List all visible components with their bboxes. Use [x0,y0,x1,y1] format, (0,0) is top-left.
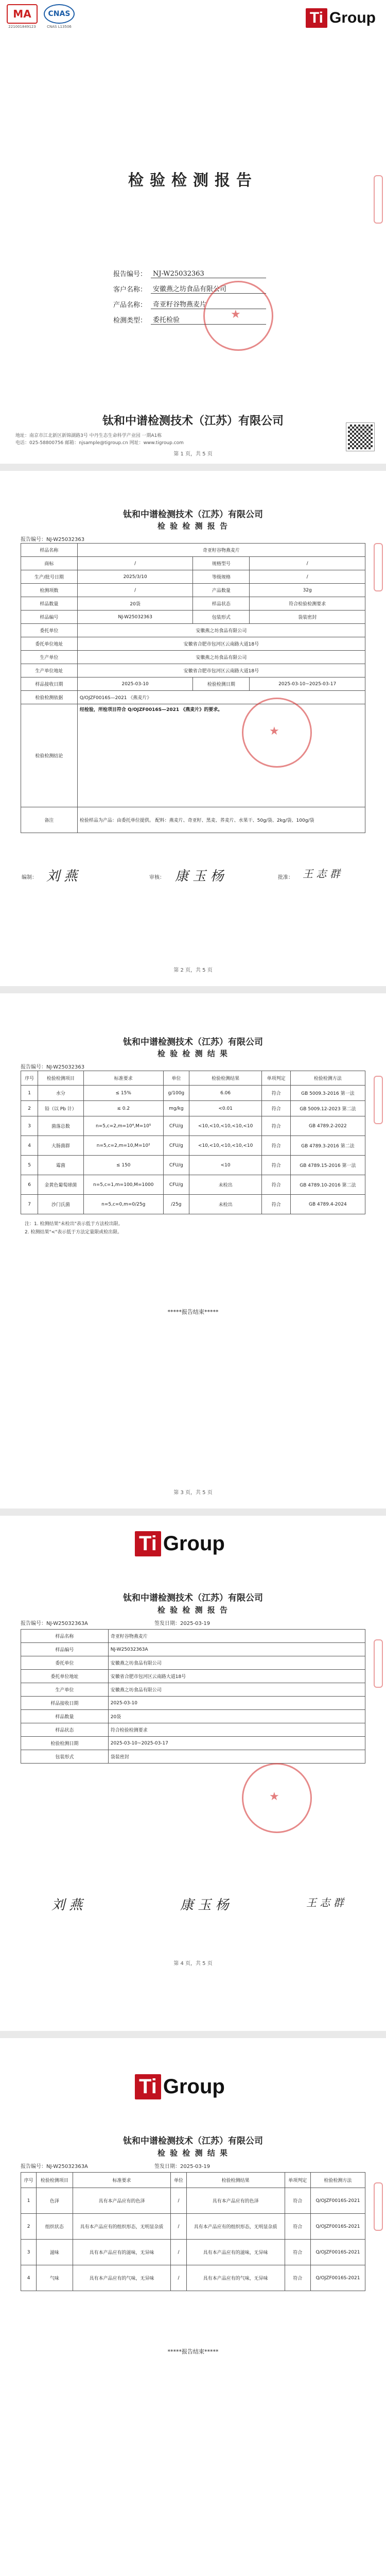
report-title: 检验检测报告 [128,172,258,190]
page-title: 检 验 检 测 报 告 [157,1605,229,1615]
table-row: 样品接收日期 2025-03-10 检验检测日期 2025-03-10~2025-03-17 [21,677,365,691]
remark-row [21,807,365,833]
table-header: 序号 检验检测项目 标准要求 单位 检验检测结果 单项判定 检验检测方法 [21,2173,365,2188]
table-row: 7 沙门氏菌 n=5,c=0,m=0/25g /25g 未检出 符合 GB 4789.4-2024 [21,1195,365,1214]
table-row: 1 色泽 具有本产品应有的色泽 / 具有本产品应有的色泽 符合 Q/OJZF0016S-2021 [21,2188,365,2214]
page-break [0,2031,386,2038]
cnas-id: CNAS L13506 [47,25,72,29]
page-break [0,464,386,471]
table-row: 样品名称 奇亚籽谷物燕麦片 [21,1630,365,1643]
sig-label-reviewed: 审核： [149,875,165,880]
side-seal [374,175,383,224]
company-seal: ★ [242,1763,312,1833]
conclusion-row [21,704,365,807]
table-header: 序号 检验检测项目 标准要求 单位 检验检测结果 单项判定 检验检测方法 [21,1071,365,1086]
cover-page [0,0,386,464]
table-row: 包装形式 袋装密封 [21,1750,365,1764]
page-company: 钛和中谱检测技术（江苏）有限公司 [123,1593,263,1603]
table-row: 生产单位 安徽燕之坊食品有限公司 [21,651,365,664]
info-row-report-no: 报告编号： NJ-W25032363 [90,263,266,278]
info-row-client: 客户名称： 安徽燕之坊食品有限公司 [90,278,266,294]
sensory-results-table [21,2172,365,2291]
table-row: 生产单位地址 安徽省合肥市包河区云南路大道18号 [21,664,365,677]
report-no: 报告编号：NJ-W25032363 [21,1064,85,1070]
page-company: 钛和中谱检测技术（江苏）有限公司 [123,1037,263,1047]
side-seal [374,2182,383,2231]
tigroup-logo: Ti Group [135,2074,225,2099]
table-row: 检验检测依据 Q/OJZF0016S—2021 《燕麦片》 [21,691,365,704]
conclusion-text: 经检验，所检项目符合 Q/OJZF0016S—2021 《燕麦片》的要求。 [77,704,365,807]
page-number: 第 2 页，共 5 页 [173,968,213,973]
report-page-4 [0,1516,386,2031]
issue-date: 签发日期：2025-03-19 [154,1621,210,1626]
table-row: 委托单位 安徽燕之坊食品有限公司 [21,624,365,637]
results-table [21,1071,365,1214]
table-row: 检测项数 / 产品数量 32g [21,584,365,597]
table-row: 3 菌落总数 n=5,c=2,m=10⁴,M=10⁵ CFU/g <10,<10,<10,<10,<10 符合 GB 4789.2-2022 [21,1116,365,1136]
table-row: 4 大肠菌群 n=5,c=2,m=10,M=10² CFU/g <10,<10,<10,<10,<10 符合 GB 4789.3-2016 第二法 [21,1136,365,1156]
remark-label: 备注 [21,807,78,833]
table-row: 生产/批号日期 2025/3/10 等级规格 / [21,570,365,584]
cert-logos [6,4,75,29]
page-company: 钛和中谱检测技术（江苏）有限公司 [123,510,263,520]
table-row: 5 霉菌 ≤ 150 CFU/g <10 符合 GB 4789.15-2016 第一法 [21,1156,365,1175]
sig-label-prepared: 编制： [22,875,37,880]
info-row-product: 产品名称： 奇亚籽谷物燕麦片 [90,294,266,309]
page-title: 检 验 检 测 结 果 [157,2148,229,2158]
company-address: 地址：南京市江北新区新锦湖路3号 中丹生态生命科学产业园 一期A1栋 [15,433,162,438]
report-end: *****报告结束***** [167,1309,219,1315]
table-row: 生产单位 安徽燕之坊食品有限公司 [21,1683,365,1697]
company-contact: 电话：025-58800756 邮箱：njsample@tigroup.cn 网址：www.tigroup.com [15,440,184,446]
company-name: 钛和中谱检测技术（江苏）有限公司 [102,415,284,428]
note-1: 注：1. 检测结果"未检出"表示低于方法检出限。 [25,1222,123,1227]
table-row: 样品名称 奇亚籽谷物燕麦片 [21,544,365,557]
page-break [0,1509,386,1516]
cnas-cert [43,4,75,29]
table-row: 3 滋味 具有本产品应有的滋味，无异味 / 具有本产品应有的滋味，无异味 符合 Q/OJZF0016S-2021 [21,2240,365,2265]
report-no: 报告编号：NJ-W25032363A [21,2164,88,2170]
page-number: 第 1 页，共 5 页 [173,451,213,457]
signature-reviewed: 康 玉 杨 [180,1897,229,1913]
table-row: 6 金黄色葡萄球菌 n=5,c=1,m=100,M=1000 CFU/g 未检出 符合 GB 4789.10-2016 第二法 [21,1175,365,1195]
table-row: 2 铅（以 Pb 计） ≤ 0.2 mg/kg <0.01 符合 GB 5009.12-2023 第二法 [21,1101,365,1116]
table-row: 委托单位地址 安徽省合肥市包河区云南路大道18号 [21,637,365,651]
report-end: *****报告结束***** [167,2348,219,2355]
note-2: 2. 检测结果"<"表示低于方法定量限或检出限。 [25,1230,122,1235]
table-row: 2 组织状态 具有本产品应有的组织形态，无明显杂质 / 具有本产品应有的组织形态，无明显杂质 符合 Q/OJZF0016S-2021 [21,2214,365,2240]
report-no: 报告编号：NJ-W25032363 [21,537,85,543]
company-seal: ★ [203,281,273,351]
cma-mark: MA [7,4,38,24]
signature-approved: 王 志 群 [303,868,340,880]
page-title: 检 验 检 测 结 果 [157,1049,229,1058]
report-page-5 [0,2038,386,2576]
table-row: 样品数量 20袋 [21,1710,365,1723]
table-row: 委托单位 安徽燕之坊食品有限公司 [21,1656,365,1670]
side-seal [374,543,383,591]
report-page-3 [0,993,386,1509]
conclusion-label: 检验检测结论 [21,704,78,807]
table-row: 样品编号 NJ-W25032363A [21,1643,365,1656]
cnas-mark: CNAS [44,4,75,24]
side-seal [374,1639,383,1688]
qr-code [346,422,375,451]
table-row: 商标 / 规格型号 / [21,557,365,570]
signature-reviewed: 康 玉 杨 [175,869,224,884]
side-seal [374,1076,383,1124]
info-row-test-type: 检测类型： 委托检验 [90,309,266,325]
signature-prepared: 刘 燕 [51,1897,83,1913]
tigroup-logo: Ti Group [306,8,376,28]
report-page-2 [0,471,386,986]
page-break [0,986,386,993]
sig-label-approved: 批准： [278,875,293,880]
table-row: 委托单位地址 安徽省合肥市包河区云南路大道18号 [21,1670,365,1683]
table-row: 1 水分 ≤ 15% g/100g 6.06 符合 GB 5009.3-2016 第一法 [21,1086,365,1101]
tigroup-logo: Ti Group [135,1531,225,1556]
report-no: 报告编号：NJ-W25032363A [21,1621,88,1626]
page-title: 检 验 检 测 报 告 [157,521,229,531]
signature-prepared: 刘 燕 [46,869,78,884]
issue-date: 签发日期：2025-03-19 [154,2164,210,2170]
table-row: 样品编号 NJ-W25032363 包装形式 袋装密封 [21,611,365,624]
page-number: 第 3 页，共 5 页 [173,1490,213,1496]
signature-approved: 王 志 群 [306,1896,344,1909]
remark-text: 检验样品为产品：由委托单位提供。 配料：燕麦片、奇亚籽、黑麦、荞麦片、水果干、50g/袋、2kg/袋、100g/袋 [77,807,365,833]
table-row: 样品数量 20袋 样品状态 符合检验检测要求 [21,597,365,611]
table-row: 样品状态 符合检验检测要求 [21,1723,365,1737]
table-row: 检验检测日期 2025-03-10~2025-03-17 [21,1737,365,1750]
sample-info-table [21,543,365,833]
table-row: 样品接收日期 2025-03-10 [21,1697,365,1710]
page-company: 钛和中谱检测技术（江苏）有限公司 [123,2136,263,2146]
sample-summary-table [21,1629,365,1764]
cma-cert [6,4,38,29]
cma-id: 221001849123 [8,25,36,29]
table-row: 4 气味 具有本产品应有的气味，无异味 / 具有本产品应有的气味，无异味 符合 Q/OJZF0016S-2021 [21,2265,365,2291]
page-number: 第 4 页，共 5 页 [173,1961,213,1967]
company-seal: ★ [242,698,312,768]
